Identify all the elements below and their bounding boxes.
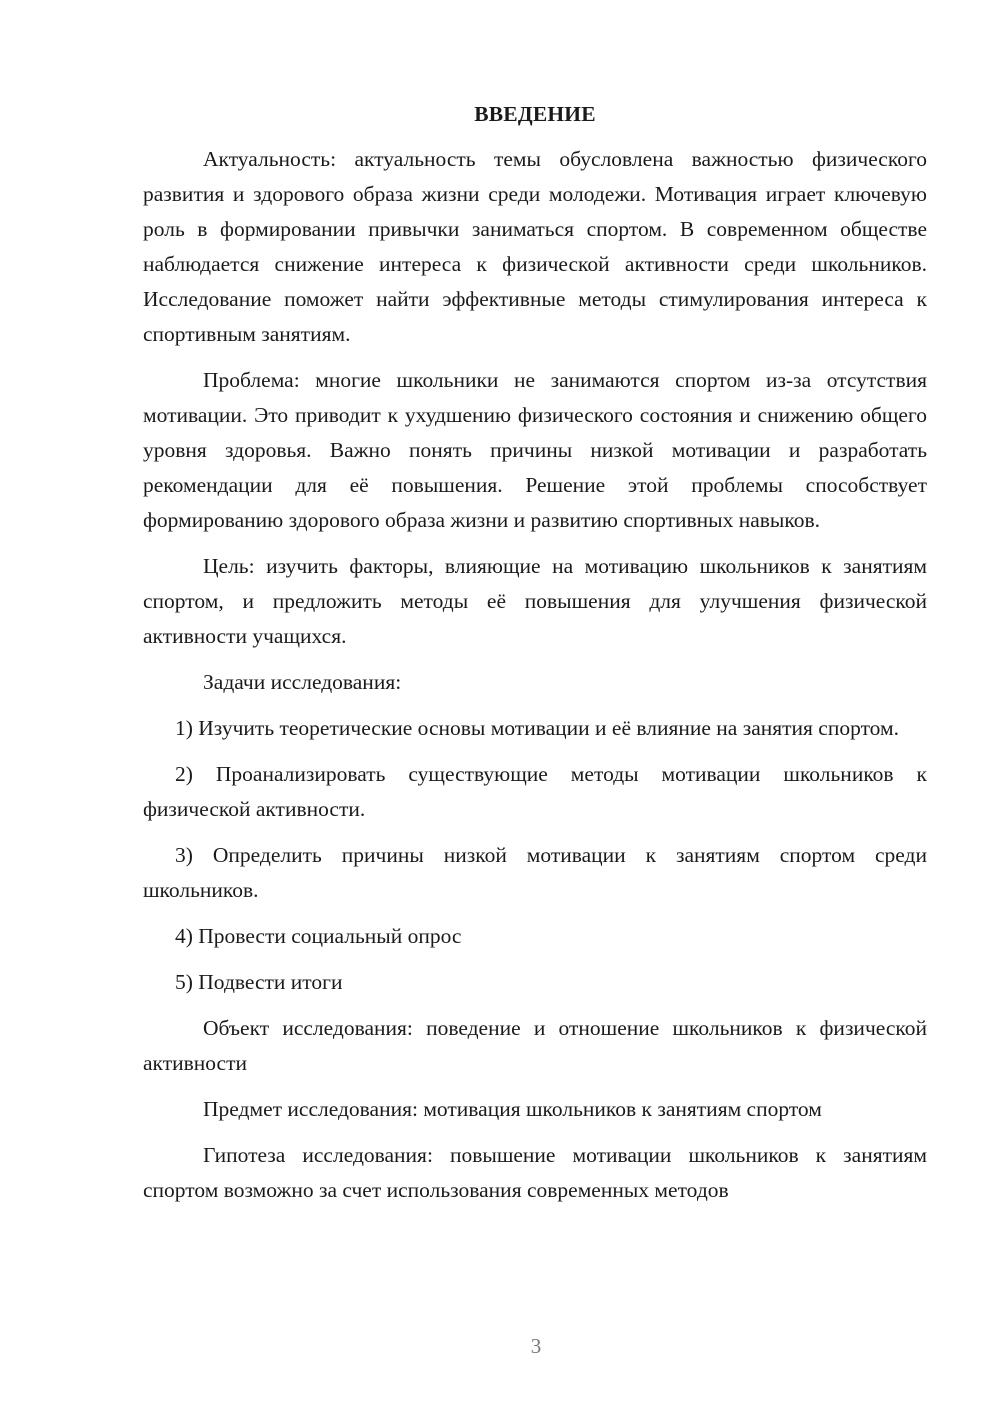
task-item-2: 2) Проанализировать существующие методы мотивации школьников к физической активности.	[143, 762, 927, 821]
paragraph-relevance: Актуальность: актуальность темы обусловлена важностью физического развития и здорового образа жизни среди молодежи. Мотивация играет ключевую роль в формировании привычки заниматься спортом. В современном обществе наблюдается снижение интереса к физической активности среди школьников. Исследование поможет найти эффективные методы стимулирования интереса к спортивным занятиям.	[143, 147, 927, 346]
document-body	[143, 97, 927, 1219]
task-item-4: 4) Провести социальный опрос	[175, 924, 462, 948]
paragraph-problem: Проблема: многие школьники не занимаются спортом из-за отсутствия мотивации. Это приводит к ухудшению физического состояния и снижению общего уровня здоровья. Важно понять причины низкой мотивации и разработать рекомендации для её повышения. Решение этой проблемы способствует формированию здорового образа жизни и развитию спортивных навыков.	[143, 368, 927, 532]
task-item-1: 1) Изучить теоретические основы мотивации и её влияние на занятия спортом.	[175, 716, 899, 740]
task-item-5: 5) Подвести итоги	[175, 970, 343, 994]
task-item-3: 3) Определить причины низкой мотивации к занятиям спортом среди школьников.	[143, 843, 927, 902]
paragraph-goal: Цель: изучить факторы, влияющие на мотивацию школьников к занятиям спортом, и предложить методы её повышения для улучшения физической активности учащихся.	[143, 554, 927, 648]
tasks-heading: Задачи исследования:	[203, 670, 402, 694]
section-title: ВВЕДЕНИЕ	[474, 102, 596, 126]
paragraph-object: Объект исследования: поведение и отношение школьников к физической активности	[143, 1016, 927, 1075]
page-number: 3	[530, 1334, 542, 1358]
paragraph-subject: Предмет исследования: мотивация школьников к занятиям спортом	[203, 1097, 822, 1121]
paragraph-hypothesis: Гипотеза исследования: повышение мотивации школьников к занятиям спортом возможно за счет использования современных методов	[143, 1143, 927, 1202]
